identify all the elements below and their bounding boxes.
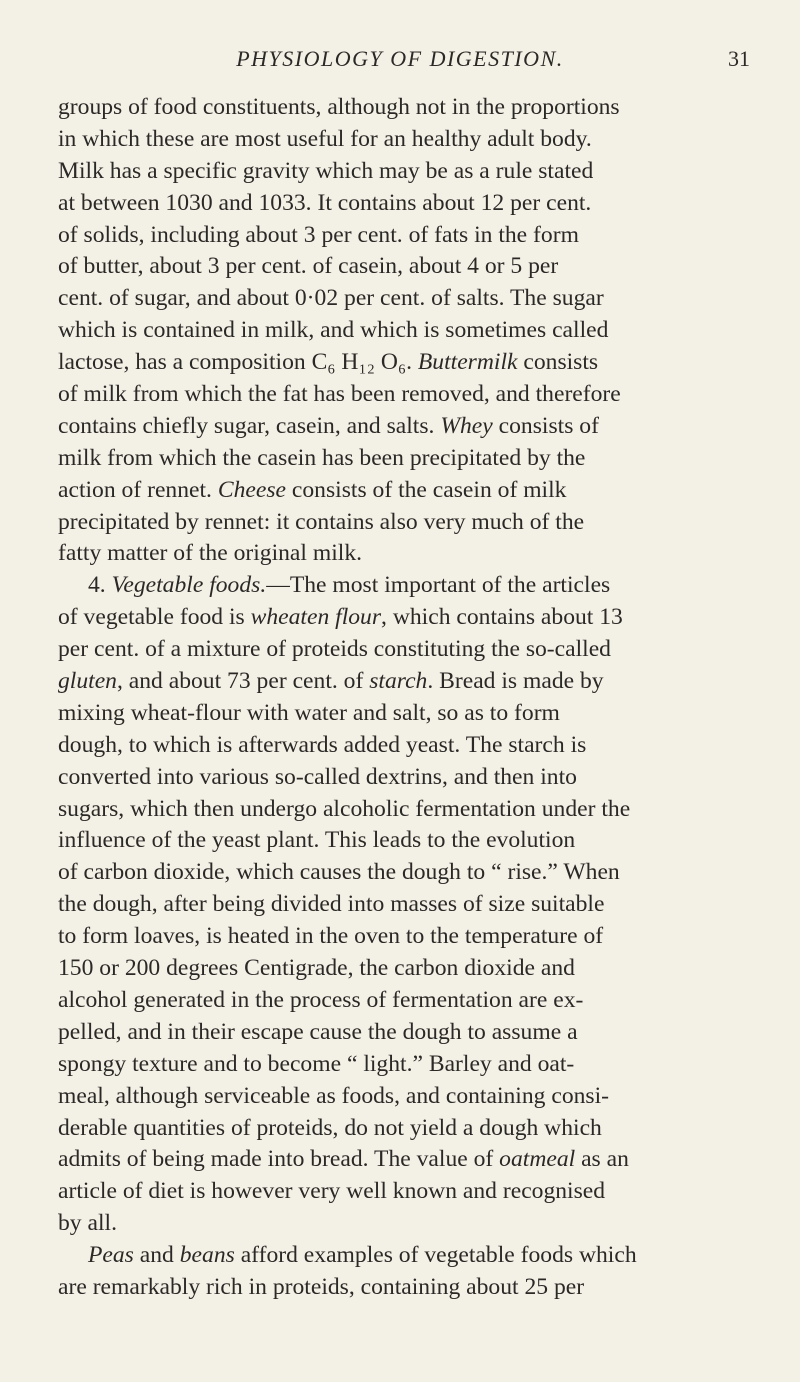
text-line: [58, 188, 740, 220]
text-segment: spongy texture and to become “ light.” Barley and oat-: [58, 1050, 575, 1077]
text-segment: 150 or 200 degrees Centigrade, the carbon dioxide and: [58, 955, 575, 982]
text-segment: admits of being made into bread. The value of: [58, 1146, 500, 1173]
text-segment: , and about 73 per cent. of: [116, 668, 370, 695]
page-number: 31: [728, 46, 750, 71]
text-line: [58, 251, 740, 283]
italic-term: gluten: [58, 668, 117, 695]
text-segment: of solids, including about 3 per cent. of fats in the form: [58, 221, 579, 248]
text-line: [58, 1208, 740, 1240]
text-segment: milk from which the casein has been precipitated by the: [58, 444, 586, 471]
text-segment: which is contained in milk, and which is sometimes called: [58, 317, 609, 344]
text-segment: consists of: [492, 412, 599, 439]
text-line: [58, 156, 740, 188]
text-segment: of vegetable food is: [58, 604, 251, 631]
text-line: [58, 666, 740, 698]
text-segment: dough, to which is afterwards added yeast. The starch is: [58, 731, 587, 758]
text-line: [58, 1081, 740, 1113]
italic-term: Cheese: [217, 476, 286, 503]
text-segment: afford examples of vegetable foods which: [234, 1242, 637, 1269]
running-head: PHYSIOLOGY OF DIGESTION.: [236, 46, 564, 71]
text-segment: . Bread is made by: [427, 668, 604, 695]
text-line: [58, 794, 740, 826]
text-line: [58, 475, 740, 507]
text-line: [58, 220, 740, 252]
text-segment: consists of the casein of milk: [286, 476, 567, 503]
text-segment: pelled, and in their escape cause the dough to assume a: [58, 1018, 578, 1045]
text-segment: alcohol generated in the process of fermentation are ex-: [58, 986, 584, 1013]
text-segment: derable quantities of proteids, do not yield a dough which: [58, 1114, 602, 1141]
italic-term: starch: [369, 668, 428, 695]
text-line: [58, 889, 740, 921]
text-line: [58, 602, 740, 634]
italic-term: Vegetable foods.: [111, 572, 267, 599]
text-line: [58, 762, 740, 794]
text-segment: influence of the yeast plant. This leads to the evolution: [58, 827, 576, 854]
text-line: [58, 698, 740, 730]
text-line: [58, 92, 740, 124]
text-segment: , which contains about 13: [381, 604, 623, 631]
text-line: [58, 1017, 740, 1049]
text-segment: of butter, about 3 per cent. of casein, about 4 or 5 per: [58, 253, 559, 280]
italic-term: beans: [179, 1242, 235, 1269]
text-line: [58, 283, 740, 315]
text-line: [58, 1176, 740, 1208]
text-line: [58, 315, 740, 347]
body-text: [58, 92, 740, 1304]
text-segment: converted into various so-called dextrins, and then into: [58, 763, 577, 790]
text-line: [58, 825, 740, 857]
text-segment: meal, although serviceable as foods, and containing consi-: [58, 1082, 610, 1109]
italic-term: Buttermilk: [417, 349, 518, 376]
text-segment: Milk has a specific gravity which may be as a rule stated: [58, 157, 594, 184]
text-line: [58, 921, 740, 953]
text-segment: —The most important of the articles: [266, 572, 611, 599]
italic-term: wheaten flour: [250, 604, 382, 631]
text-segment: consists: [517, 349, 599, 376]
text-segment: the dough, after being divided into masses of size suitable: [58, 891, 605, 918]
text-line: [58, 1049, 740, 1081]
text-line: [58, 379, 740, 411]
text-line: [58, 857, 740, 889]
text-segment: article of diet is however very well known and recognised: [58, 1178, 606, 1205]
text-segment: to form loaves, is heated in the oven to the temperature of: [58, 923, 604, 950]
text-line: [58, 1272, 740, 1304]
text-segment: of milk from which the fat has been removed, and therefore: [58, 381, 621, 408]
page-header: [0, 46, 800, 78]
text-segment: by all.: [58, 1210, 117, 1237]
text-line: [58, 730, 740, 762]
text-line: [58, 1144, 740, 1176]
text-segment: in which these are most useful for an healthy adult body.: [58, 125, 592, 152]
text-segment: action of rennet.: [58, 476, 218, 503]
text-line: [58, 570, 740, 602]
text-segment: per cent. of a mixture of proteids constituting the so-called: [58, 636, 611, 663]
text-segment: sugars, which then undergo alcoholic fermentation under the: [58, 795, 631, 822]
italic-term: Peas: [88, 1242, 134, 1269]
italic-term: Whey: [440, 412, 493, 439]
text-line: [58, 1240, 740, 1272]
text-line: [58, 538, 740, 570]
text-segment: mixing wheat-flour with water and salt, so as to form: [58, 699, 560, 726]
text-line: [58, 443, 740, 475]
text-line: [58, 634, 740, 666]
text-line: [58, 953, 740, 985]
text-line: [58, 347, 740, 379]
text-segment: are remarkably rich in proteids, containing about 25 per: [58, 1273, 585, 1300]
text-segment: contains chiefly sugar, casein, and salts.: [58, 412, 441, 439]
text-line: [58, 124, 740, 156]
text-line: [58, 411, 740, 443]
italic-term: oatmeal: [499, 1146, 576, 1173]
text-line: [58, 1113, 740, 1145]
text-segment: fatty matter of the original milk.: [58, 540, 363, 567]
text-segment: of carbon dioxide, which causes the dough to “ rise.” When: [58, 859, 620, 886]
text-line: [58, 507, 740, 539]
text-segment: precipitated by rennet: it contains also very much of the: [58, 508, 585, 535]
text-segment: as an: [575, 1146, 629, 1173]
text-segment: lactose, has a composition C₆ H₁₂ O₆.: [58, 349, 418, 376]
text-line: [58, 985, 740, 1017]
text-segment: cent. of sugar, and about 0·02 per cent. of salts. The sugar: [58, 285, 604, 312]
text-segment: at between 1030 and 1033. It contains about 12 per cent.: [58, 189, 592, 216]
text-segment: 4.: [88, 572, 112, 599]
text-segment: and: [133, 1242, 180, 1269]
text-segment: groups of food constituents, although not in the proportions: [58, 94, 620, 120]
